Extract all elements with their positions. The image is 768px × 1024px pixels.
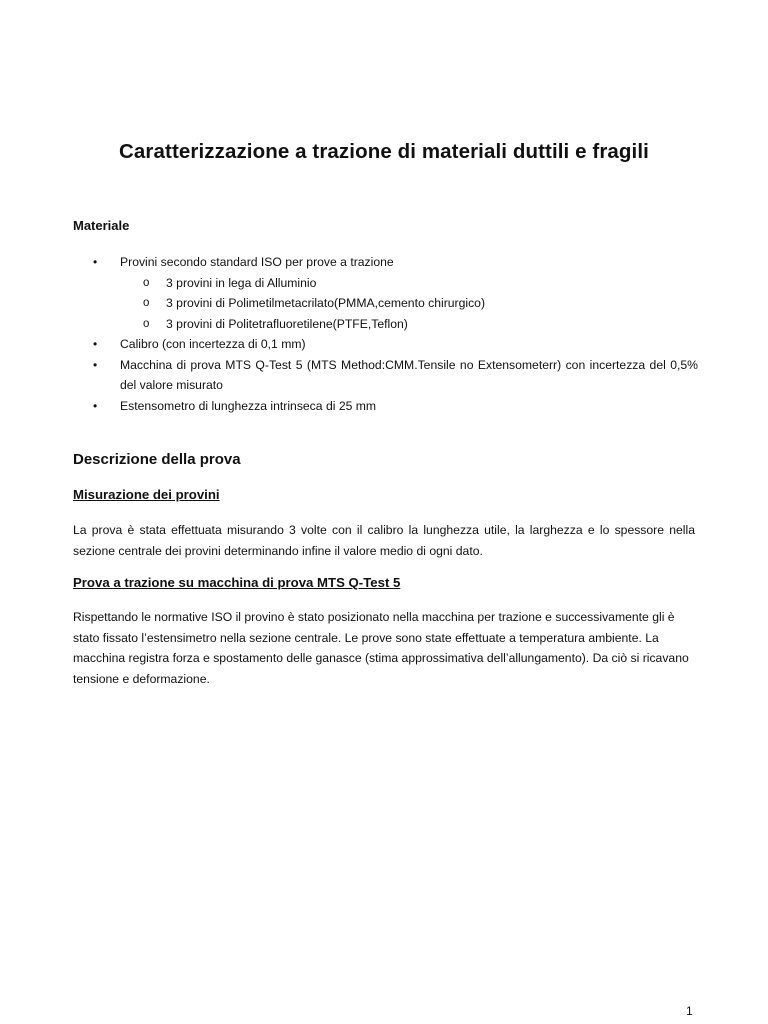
list-item [73,334,698,355]
page-number: 1 [686,1004,693,1018]
circle-bullet-icon: o [143,297,150,309]
list-item-text: Macchina di prova MTS Q-Test 5 (MTS Method:CMM.Tensile no Extensometerr) con incertezza del 0,5% del valore misurato [120,357,698,392]
prova-paragraph: Rispettando le normative ISO il provino è stato posizionato nella macchina per trazione e successivamente gli è stato fissato l’estensimetro nella sezione centrale. Le prove sono state effettuate a temperatura ambiente. La macchina registra forza e spostamento delle ganasce (stima approssimativa dell’allungamento). Da ciò si ricavano tensione e deformazione. [73,610,689,686]
misurazione-paragraph: La prova è stata effettuata misurando 3 volte con il calibro la lunghezza utile, la larghezza e lo spessore nella sezione centrale dei provini determinando infine il valore medio di ogni dato. [73,523,695,558]
bullet-icon: • [93,398,98,413]
sub-list-item [73,273,698,294]
materiale-list [73,252,698,416]
sub-list-item-text: 3 provini di Politetrafluoretilene(PTFE,Teflon) [166,316,408,331]
bullet-icon: • [93,255,98,269]
sub-list-item-text: 3 provini di Polimetilmetacrilato(PMMA,cemento chirurgico) [166,296,486,310]
list-item-text: Estensometro di lunghezza intrinseca di 25 mm [120,398,377,413]
bullet-icon: • [93,357,98,372]
descrizione-heading: Descrizione della prova [73,451,241,468]
page-title: Caratterizzazione a trazione di materiali duttili e fragili [119,140,649,163]
materiale-heading: Materiale [73,218,130,233]
list-item [73,252,698,273]
list-item-text: Provini secondo standard ISO per prove a trazione [120,255,394,269]
list-item-text: Calibro (con incertezza di 0,1 mm) [120,337,306,351]
misurazione-heading: Misurazione dei provini [73,487,220,502]
list-item [73,396,698,417]
bullet-icon: • [93,337,98,351]
circle-bullet-icon: o [143,317,150,330]
sub-list-item [73,314,698,335]
sub-list-item-text: 3 provini in lega di Alluminio [166,275,317,290]
prova-heading: Prova a trazione su macchina di prova MTS Q-Test 5 [73,575,401,590]
circle-bullet-icon: o [143,276,150,289]
sub-list-item [73,293,698,314]
list-item [73,355,698,396]
